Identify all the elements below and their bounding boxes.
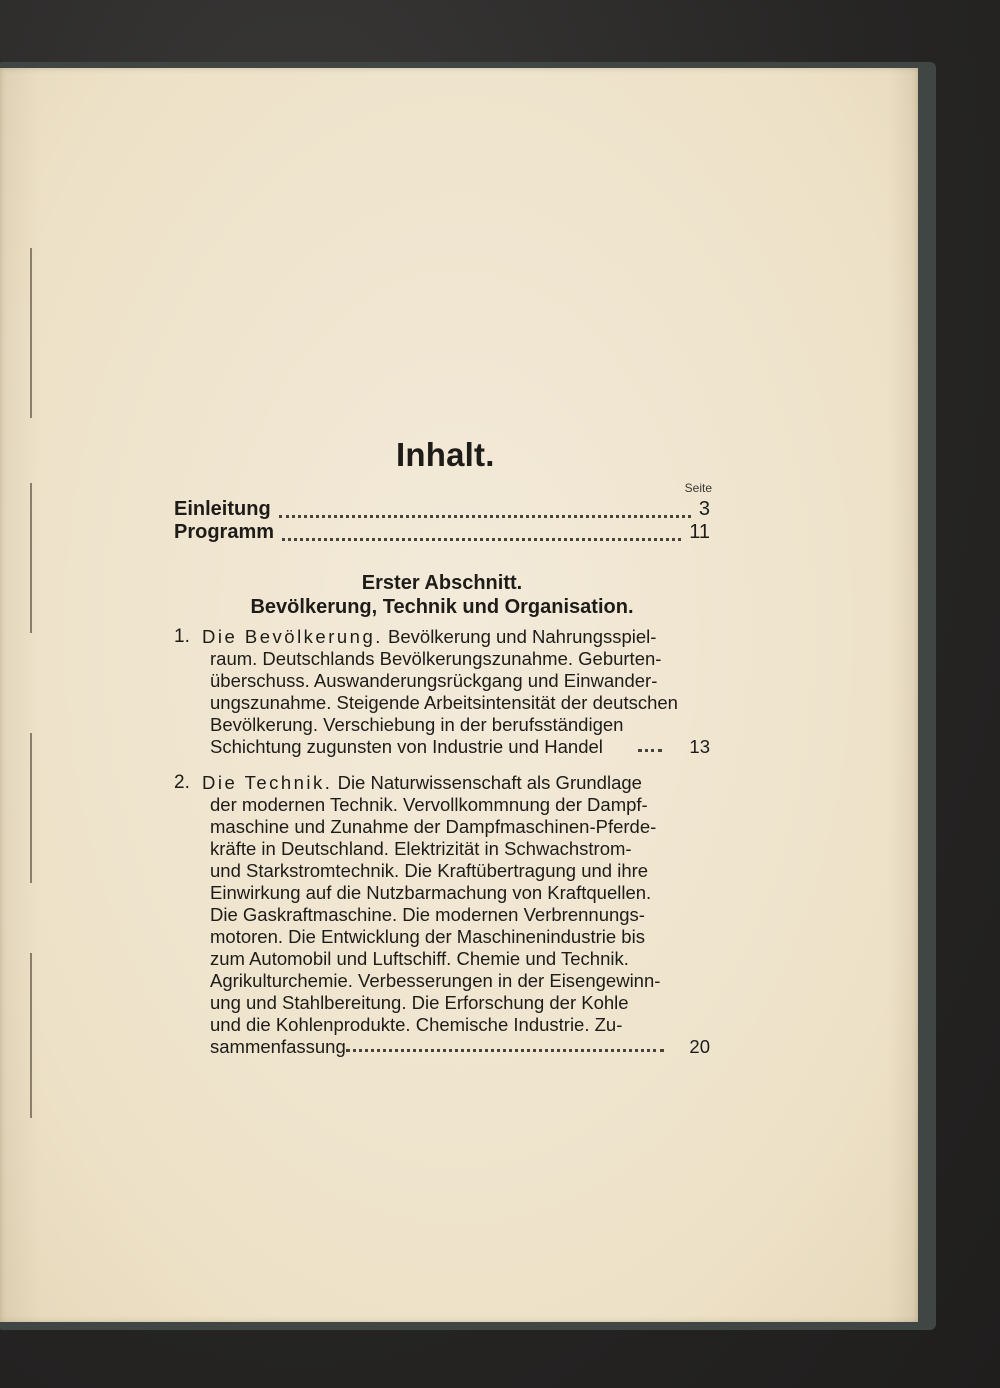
entry-number: 1. xyxy=(174,626,190,647)
entry-line xyxy=(202,772,642,794)
entry-line: raum. Deutschlands Bevölkerungszunahme. Geburten- xyxy=(210,648,662,669)
entry-line: zum Automobil und Luftschiff. Chemie und Technik. xyxy=(210,948,629,969)
entry-line: ungszunahme. Steigende Arbeitsintensität der deutschen xyxy=(210,692,678,713)
entry-page-number: 20 xyxy=(689,1036,710,1057)
page-title: Inhalt. xyxy=(396,436,495,473)
binding-stitch xyxy=(30,733,32,883)
entry-title: Die Technik. xyxy=(202,772,333,793)
dot-leader xyxy=(638,748,662,752)
dot-leader xyxy=(279,514,691,518)
entry-line xyxy=(202,626,656,648)
entry-line: Schichtung zugunsten von Industrie und Handel xyxy=(210,736,603,757)
entry-line: und die Kohlenprodukte. Chemische Industrie. Zu- xyxy=(210,1014,623,1035)
entry-line: maschine und Zunahme der Dampfmaschinen-Pferde- xyxy=(210,816,657,837)
toc-row-programm xyxy=(174,521,710,547)
binding-stitch xyxy=(30,953,32,1118)
entry-number: 2. xyxy=(174,772,190,793)
dot-leader xyxy=(346,1048,664,1052)
toc-page-number: 3 xyxy=(698,498,710,520)
binding-stitch xyxy=(30,483,32,633)
entry-line: sammenfassung xyxy=(210,1036,346,1057)
entry-text: Bevölkerung und Nahrungsspiel- xyxy=(388,626,657,647)
entry-title: Die Bevölkerung. xyxy=(202,626,383,647)
toc-entry-bevoelkerung xyxy=(174,626,710,766)
page-column-label: Seite xyxy=(684,481,712,495)
entry-text: Die Naturwissenschaft als Grundlage xyxy=(337,772,642,793)
dot-leader xyxy=(282,537,681,541)
entry-line: Einwirkung auf die Nutzbarmachung von Kraftquellen. xyxy=(210,882,652,903)
entry-line: kräfte in Deutschland. Elektrizität in Schwachstrom- xyxy=(210,838,632,859)
toc-entry-technik xyxy=(174,772,710,1072)
entry-line: Bevölkerung. Verschiebung in der berufsständigen xyxy=(210,714,624,735)
entry-line: Die Gaskraftmaschine. Die modernen Verbrennungs- xyxy=(210,904,645,925)
entry-line: überschuss. Auswanderungsrückgang und Einwander- xyxy=(210,670,658,691)
entry-line: ung und Stahlbereitung. Die Erforschung der Kohle xyxy=(210,992,629,1013)
toc-title: Einleitung xyxy=(174,498,271,520)
entry-line: Agrikulturchemie. Verbesserungen in der Eisengewinn- xyxy=(210,970,661,991)
section-title: Bevölkerung, Technik und Organisation. xyxy=(250,596,634,618)
toc-title: Programm xyxy=(174,521,275,543)
entry-line: der modernen Technik. Vervollkommnung der Dampf- xyxy=(210,794,648,815)
section-label: Erster Abschnitt. xyxy=(361,572,523,594)
toc-page-number: 11 xyxy=(689,521,710,543)
binding-stitch xyxy=(30,248,32,418)
entry-page-number: 13 xyxy=(689,736,710,757)
entry-line: und Starkstromtechnik. Die Kraftübertragung und ihre xyxy=(210,860,649,881)
entry-line: motoren. Die Entwicklung der Maschinenindustrie bis xyxy=(210,926,645,947)
